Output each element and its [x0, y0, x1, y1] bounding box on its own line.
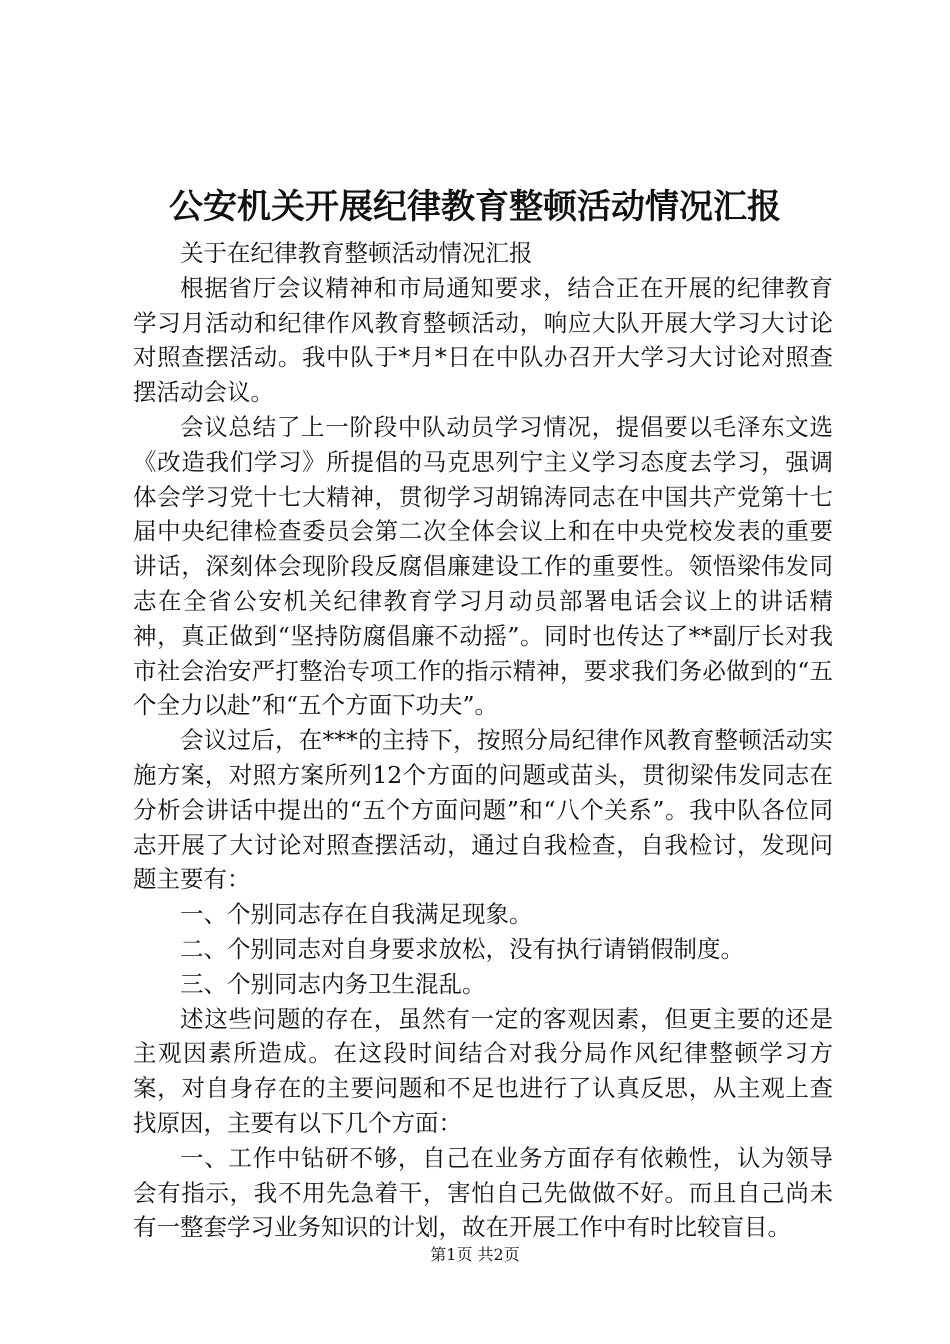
list-item: 三、个别同志内务卫生混乱。: [180, 969, 486, 998]
paragraph: 根据省厅会议精神和市局通知要求，结合正在开展的纪律教育学习月活动和纪律作风教育整顿活动，响应大队开展大学习大讨论对照查摆活动。我中队于*月*日在中队办召开大学习大讨论对照查摆活动会议。: [133, 273, 833, 407]
list-item: 一、工作中钻研不够，自己在业务方面存有依赖性，认为领导会有指示，我不用先急着干，害怕自己先做做不好。而且自己尚未有一整套学习业务知识的计划，故在开展工作中有时比较盲目。: [133, 1143, 833, 1242]
document-body: [133, 236, 833, 1245]
list-item: 二、个别同志对自身要求放松，没有执行请销假制度。: [180, 934, 744, 963]
document-title: 公安机关开展纪律教育整顿活动情况汇报: [169, 187, 781, 227]
paragraph: 述这些问题的存在，虽然有一定的客观因素，但更主要的还是主观因素所造成。在这段时间结合对我分局作风纪律整顿学习方案，对自身存在的主要问题和不足也进行了认真反思，从主观上查找原因，主要有以下几个方面：: [133, 1004, 833, 1137]
paragraph-subtitle: 关于在纪律教育整顿活动情况汇报: [180, 239, 533, 267]
list-item: 一、个别同志存在自我满足现象。: [180, 900, 533, 929]
page-number-footer: 第1页 共2页: [430, 1245, 520, 1264]
paragraph: 会议总结了上一阶段中队动员学习情况，提倡要以毛泽东文选《改造我们学习》所提倡的马克思列宁主义学习态度去学习，强调体会学习党十七大精神，贯彻学习胡锦涛同志在中国共产党第十七届中央纪律检查委员会第二次全体会议上和在中央党校发表的重要讲话，深刻体会现阶段反腐倡廉建设工作的重要性。领悟梁伟发同志在全省公安机关纪律教育学习月动员部署电话会议上的讲话精神，真正做到“坚持防腐倡廉不动摇”。同时也传达了**副厅长对我市社会治安严打整治专项工作的指示精神，要求我们务必做到的“五个全力以赴”和“五个方面下功夫”。: [133, 412, 833, 720]
paragraph: 会议过后，在***的主持下，按照分局纪律作风教育整顿活动实施方案，对照方案所列12个方面的问题或苗头，贯彻梁伟发同志在分析会讲话中提出的“五个方面问题”和“八个关系”。我中队各位同志开展了大讨论对照查摆活动，通过自我检查，自我检讨，发现问题主要有：: [133, 726, 833, 894]
